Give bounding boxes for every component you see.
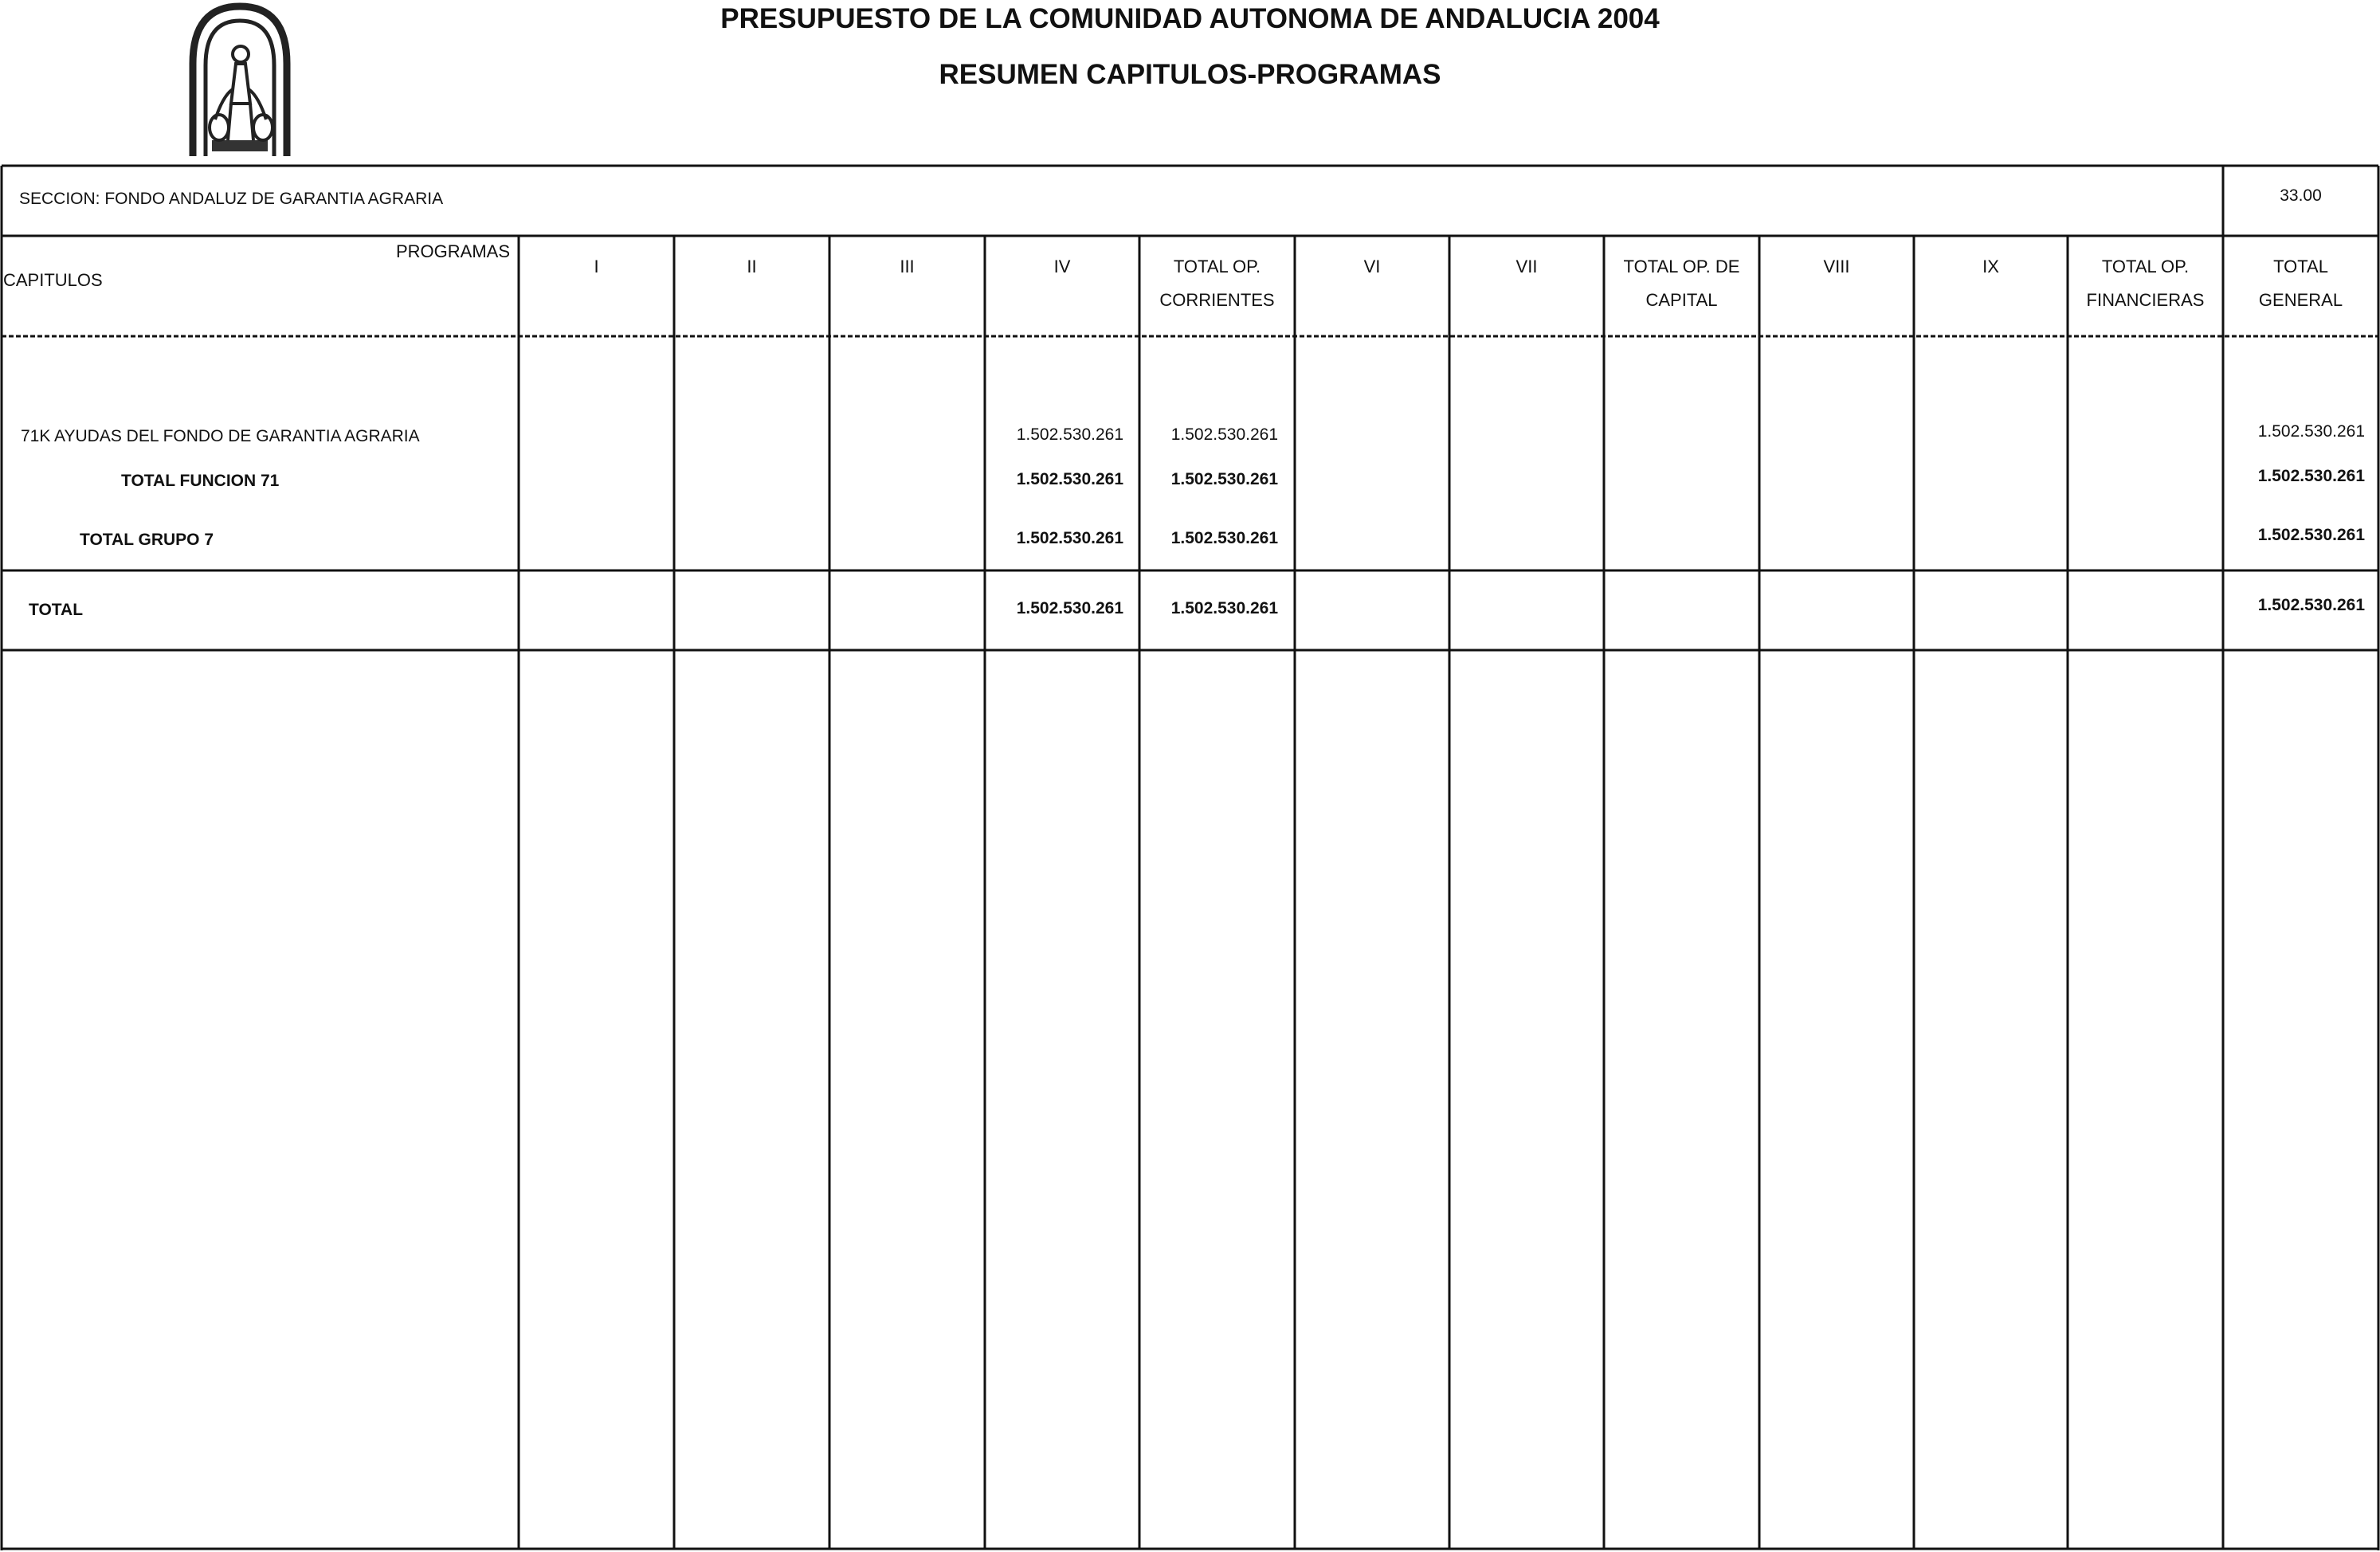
column-header: TOTAL OP. <box>1173 257 1261 276</box>
cell-total-corrientes: 1.502.530.261 <box>1170 425 1278 444</box>
row-label: TOTAL GRUPO 7 <box>80 531 214 549</box>
row-label: 71K AYUDAS DEL FONDO DE GARANTIA AGRARIA <box>21 427 420 445</box>
page-subtitle: RESUMEN CAPITULOS-PROGRAMAS <box>939 59 1441 90</box>
section-code: 33.00 <box>2280 186 2322 205</box>
column-header: VI <box>1363 257 1381 276</box>
column-header: IV <box>1053 257 1071 276</box>
total-cell-total-corrientes: 1.502.530.261 <box>1170 599 1278 617</box>
corner-capitulos: CAPITULOS <box>3 270 103 290</box>
row-label: TOTAL FUNCION 71 <box>121 472 280 490</box>
total-label: TOTAL <box>29 601 84 619</box>
column-header: TOTAL OP. <box>2101 257 2190 276</box>
cell-iv: 1.502.530.261 <box>1016 470 1123 488</box>
column-header-line2: CAPITAL <box>1645 290 1718 310</box>
column-header: IX <box>1982 257 1999 276</box>
column-header: TOTAL OP. DE <box>1623 257 1740 276</box>
column-header: I <box>594 257 599 276</box>
column-header: VIII <box>1823 257 1850 276</box>
page-title: PRESUPUESTO DE LA COMUNIDAD AUTONOMA DE ANDALUCIA 2004 <box>720 3 1660 34</box>
column-header-line2: FINANCIERAS <box>2086 290 2205 310</box>
cell-total-general: 1.502.530.261 <box>2257 526 2365 544</box>
column-header: VII <box>1515 257 1538 276</box>
cell-total-corrientes: 1.502.530.261 <box>1170 529 1278 547</box>
cell-total-general: 1.502.530.261 <box>2257 422 2365 441</box>
column-header: II <box>747 257 757 276</box>
column-header-line2: CORRIENTES <box>1159 290 1275 310</box>
column-header-line2: GENERAL <box>2258 290 2343 310</box>
corner-programas: PROGRAMAS <box>395 241 510 261</box>
cell-iv: 1.502.530.261 <box>1016 529 1123 547</box>
column-header: III <box>900 257 915 276</box>
section-label: SECCION: FONDO ANDALUZ DE GARANTIA AGRARIA <box>19 190 444 208</box>
cell-total-general: 1.502.530.261 <box>2257 467 2365 485</box>
cell-total-corrientes: 1.502.530.261 <box>1170 470 1278 488</box>
total-cell-total-general: 1.502.530.261 <box>2257 596 2365 614</box>
cell-iv: 1.502.530.261 <box>1016 425 1123 444</box>
total-cell-iv: 1.502.530.261 <box>1016 599 1123 617</box>
column-header: TOTAL <box>2273 257 2328 276</box>
